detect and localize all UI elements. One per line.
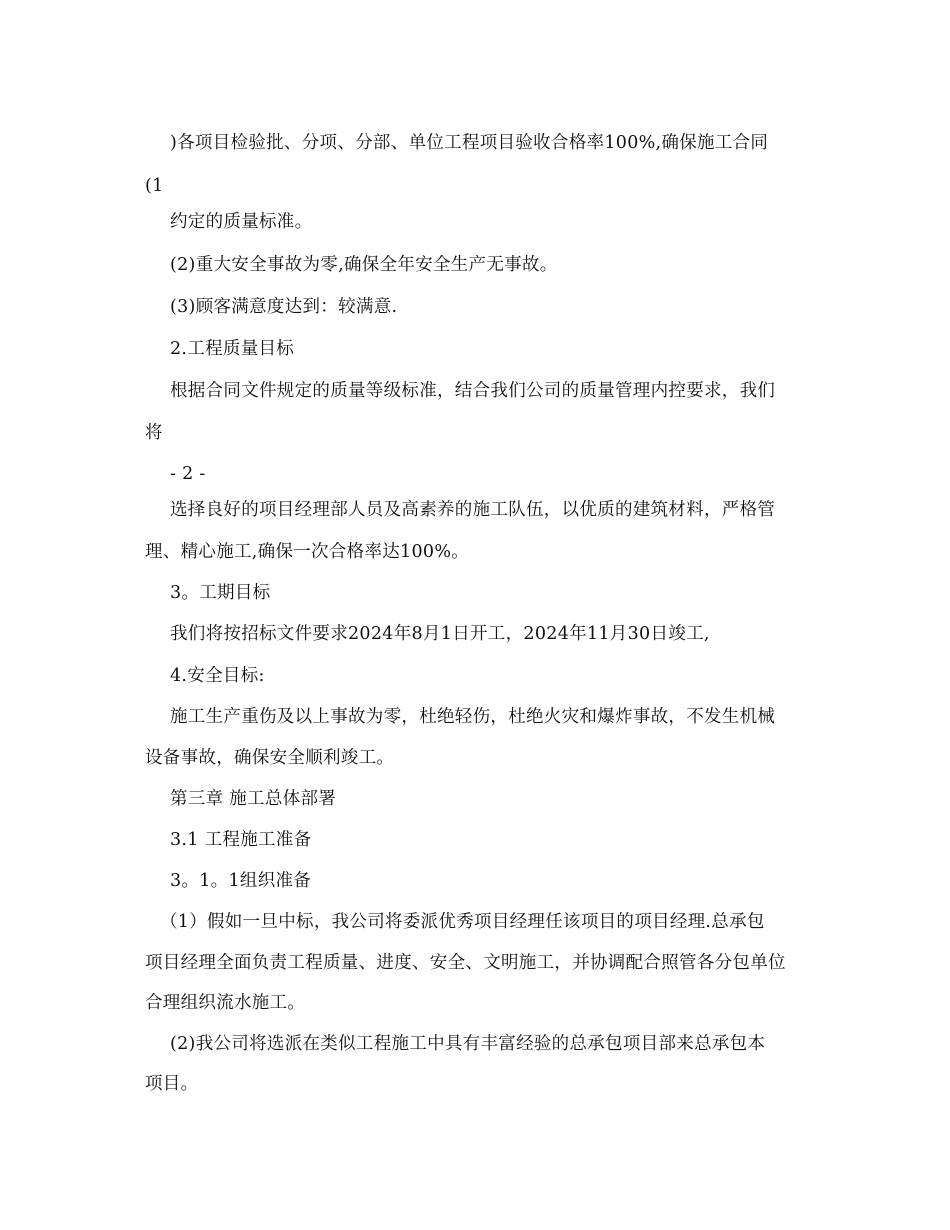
text-line: (2)重大安全事故为零,确保全年安全生产无事故。 — [170, 255, 558, 275]
chapter-heading: 第三章 施工总体部署 — [170, 789, 337, 809]
section-heading: 2.工程质量目标 — [170, 339, 295, 359]
text-line: 根据合同文件规定的质量等级标准，结合我们公司的质量管理内控要求，我们 — [170, 381, 776, 401]
text-line: (1 — [145, 176, 164, 196]
text-line: 设备事故，确保安全顺利竣工。 — [145, 748, 395, 768]
text-line: 约定的质量标准。 — [170, 212, 313, 232]
text-line: 合理组织流水施工。 — [145, 993, 306, 1013]
text-line: )各项目检验批、分项、分部、单位工程项目验收合格率100%,确保施工合同 — [170, 133, 769, 153]
text-line: 理、精心施工,确保一次合格率达100%。 — [145, 542, 470, 562]
text-line: 将 — [145, 423, 163, 443]
text-line: 选择良好的项目经理部人员及高素养的施工队伍，以优质的建筑材料，严格管 — [170, 500, 776, 520]
text-line: 项目经理全面负责工程质量、进度、安全、文明施工，并协调配合照管各分包单位 — [145, 953, 786, 973]
section-heading: 3.1 工程施工准备 — [170, 830, 312, 850]
text-line: 我们将按招标文件要求2024年8月1日开工，2024年11月30日竣工, — [170, 624, 710, 644]
page-number: - 2 - — [170, 464, 206, 484]
text-line: （1）假如一旦中标，我公司将委派优秀项目经理任该项目的项目经理.总承包 — [160, 912, 765, 932]
text-line: (3)顾客满意度达到：较满意. — [170, 297, 398, 317]
section-heading: 3。1。1组织准备 — [170, 871, 312, 891]
text-line: (2)我公司将选派在类似工程施工中具有丰富经验的总承包项目部来总承包本 — [170, 1034, 766, 1054]
text-line: 施工生产重伤及以上事故为零，杜绝轻伤，杜绝火灾和爆炸事故，不发生机械 — [170, 707, 776, 727]
text-line: 项目。 — [145, 1074, 199, 1094]
section-heading: 4.安全目标: — [170, 666, 265, 686]
section-heading: 3。工期目标 — [170, 583, 271, 603]
